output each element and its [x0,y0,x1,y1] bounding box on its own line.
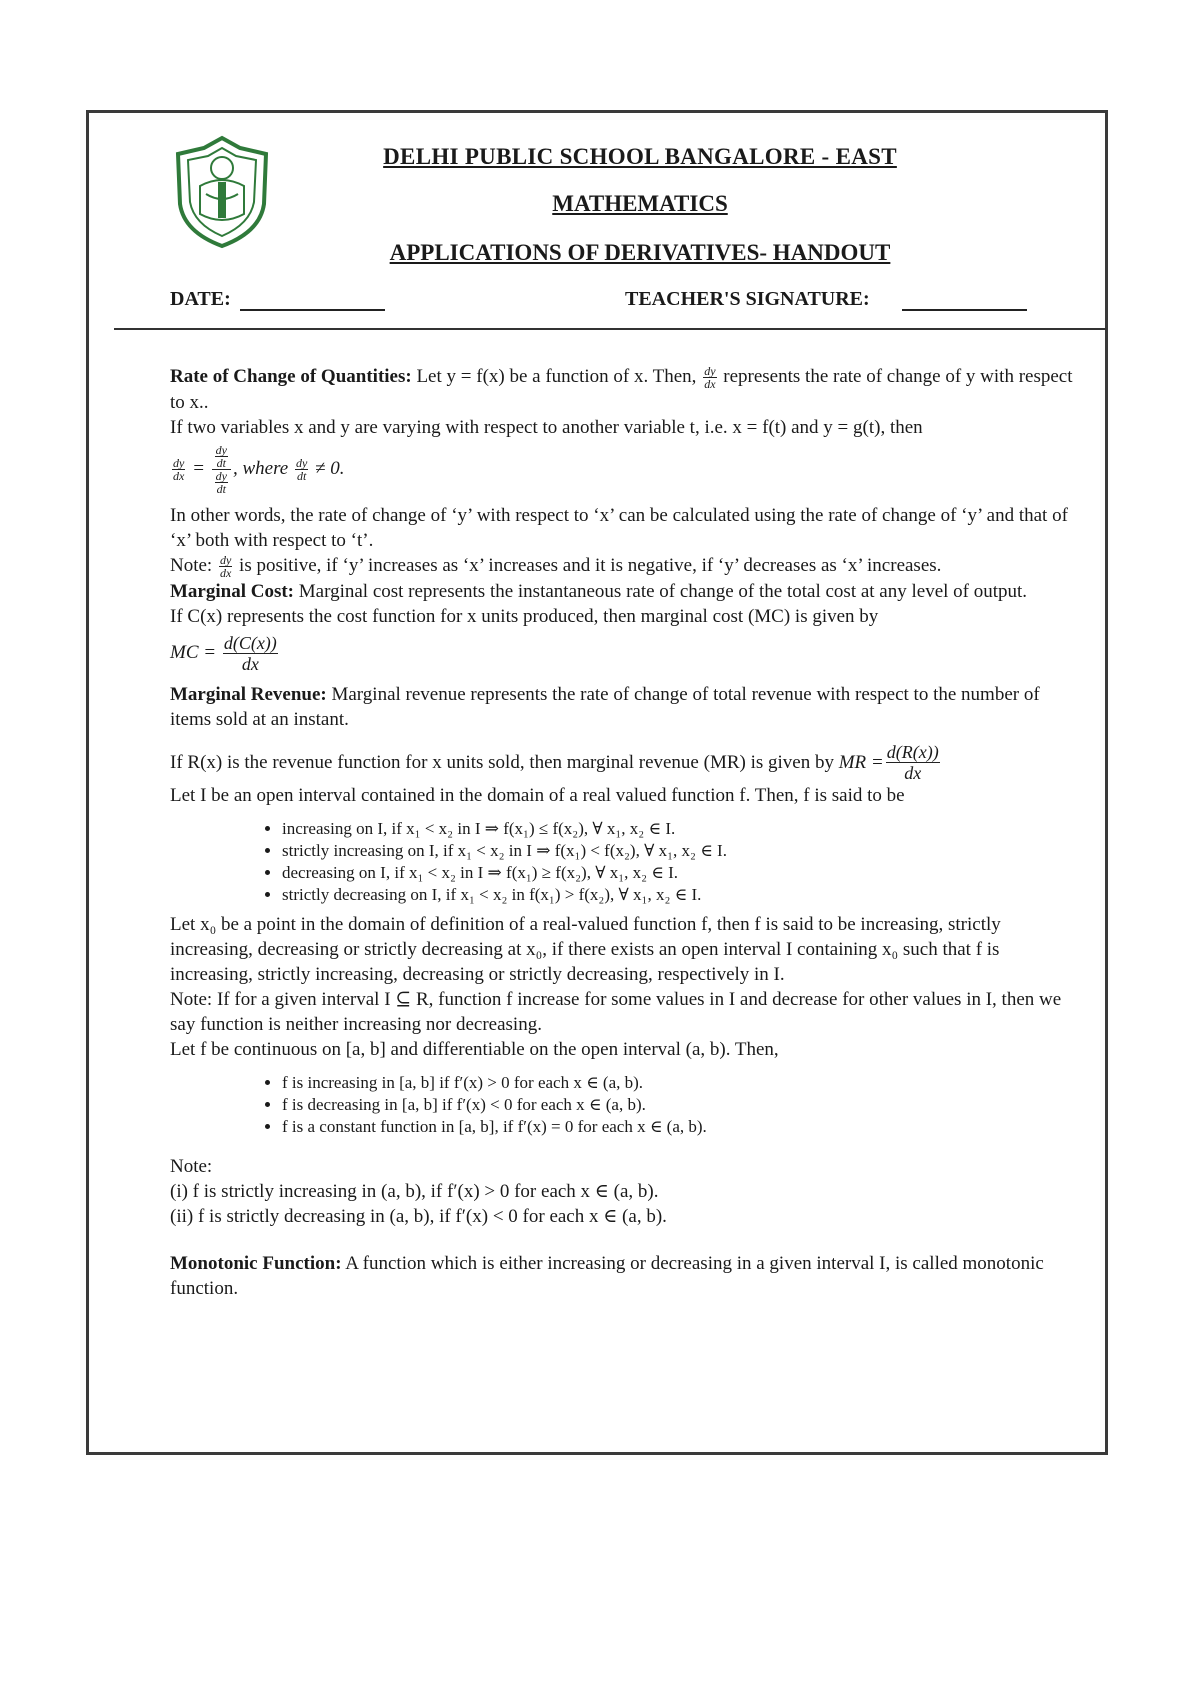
note-label: Note: [170,555,213,577]
marginal-cost-heading: Marginal Cost: [170,581,295,603]
list-item: • decreasing on I, if x₁ < x₂ in I ⇒ f(x₁) ≥ f(x₂), ∀ x₁, x₂ ∈ I. [282,862,1080,884]
revenue-function-text: If R(x) is the revenue function for x units sold, then marginal revenue (MR) is given by [170,752,834,774]
monotonic-text: A function which is either increasing or decreasing in a given interval I, is called monotonic function. [170,1253,1044,1300]
mc-denominator: dx [223,653,278,674]
continuity-paragraph: Let f be continuous on [a, b] and differentiable on the open interval (a, b). Then, [170,1039,779,1061]
list-item: • f is a constant function in [a, b], if f′(x) = 0 for each x ∈ (a, b). [282,1116,1080,1138]
list-item: • increasing on I, if x₁ < x₂ in I ⇒ f(x₁) ≤ f(x₂), ∀ x₁, x₂ ∈ I. [282,818,1080,840]
handout-body [170,364,1080,1301]
dy-dx-fraction: $\frac{dy}{dx}$ [704,364,716,392]
marginal-revenue-heading: Marginal Revenue: [170,684,327,706]
school-name: DELHI PUBLIC SCHOOL BANGALORE - EAST [383,144,897,169]
monotonic-paragraph [170,1251,1080,1301]
note-text: is positive, if ‘y’ increases as ‘x’ increases and it is negative, if ‘y’ decreases as ‘x’ increases. [239,555,942,577]
date-blank[interactable] [240,309,385,311]
point-definition-paragraph: Let x₀ be a point in the domain of definition of a real-valued function f, then f is said to be increasing, strictly increasing, decreasing or strictly decreasing at x₀, if there exists an open interval I containing x₀ such that f is increasing, strictly increasing, decreasing or strictly decreasing, respectively in I. [170,914,1001,986]
rate-paragraph [170,364,1080,415]
mc-lhs: MC = [170,642,217,664]
date-label: DATE: [170,288,231,310]
rate-text-a: Let y = f(x) be a function of x. Then, [416,366,697,387]
list-item: • strictly decreasing on I, if x₁ < x₂ in f(x₁) > f(x₂), ∀ x₁, x₂ ∈ I. [282,884,1080,906]
marginal-revenue-paragraph [170,682,1080,732]
handout-title: APPLICATIONS OF DERIVATIVES- HANDOUT [389,240,891,265]
header-divider [114,328,1106,330]
strict-note-heading: Note: [170,1156,213,1178]
rate-text-b: represents the rate of change of y with respect to x.. [170,366,1073,414]
parametric-paragraph: If two variables x and y are varying with respect to another variable t, i.e. x = f(t) and y = g(t), then [170,417,923,439]
neither-note: Note: If for a given interval I ⊆ R, function f increase for some values in I and decrease for other values in I, then we say function is neither increasing nor decreasing. [170,989,1062,1036]
not-zero-text: ≠ 0. [315,458,345,479]
signature-label: TEACHER'S SIGNATURE: [625,288,870,310]
mr-formula-line [170,742,1080,783]
mr-numerator: d(R(x)) [886,742,939,763]
interval-intro: Let I be an open interval contained in the domain of a real valued function f. Then, f is said to be [170,785,905,807]
rate-note [170,553,1080,579]
list-item: • strictly increasing on I, if x₁ < x₂ in I ⇒ f(x₁) < f(x₂), ∀ x₁, x₂ ∈ I. [282,840,1080,862]
mc-formula [170,633,1080,674]
derivative-test-list [170,1072,1080,1138]
cost-function-paragraph: If C(x) represents the cost function for x units produced, then marginal cost (MC) is given by [170,606,879,628]
dy-dx-fraction: $\frac{dy}{dx}$ [219,553,232,581]
list-item: • f is increasing in [a, b] if f′(x) > 0 for each x ∈ (a, b). [282,1072,1080,1094]
mc-numerator: d(C(x)) [223,633,277,654]
marginal-cost-text: Marginal cost represents the instantaneous rate of change of the total cost at any level of output. [298,581,1028,603]
monotonic-definitions-list [170,818,1080,906]
rate-heading: Rate of Change of Quantities: [170,366,412,387]
parametric-formula: $\frac{dy}{dx}$ = $\frac{\frac{dy}{dt}}{\frac{dy}{dt}}$ , where $\frac{dy}{dt}$ ≠ 0. [173,443,345,497]
marginal-revenue-text: Marginal revenue represents the rate of change of total revenue with respect to the number of items sold at an instant. [170,684,1040,731]
other-words-paragraph: In other words, the rate of change of ‘y’ with respect to ‘x’ can be calculated using the rate of change of ‘y’ and that of ‘x’ both with respect to ‘t’. [170,505,1068,552]
strict-note-ii: (ii) f is strictly decreasing in (a, b), if f′(x) < 0 for each x ∈ (a, b). [170,1206,667,1228]
marginal-cost-paragraph [170,579,1080,604]
signature-blank[interactable] [902,309,1027,311]
monotonic-heading: Monotonic Function: [170,1253,342,1275]
strict-note-i: (i) f is strictly increasing in (a, b), if f′(x) > 0 for each x ∈ (a, b). [170,1181,659,1203]
where-text: , where [232,458,289,479]
subject-title: MATHEMATICS [552,191,728,216]
list-item: • f is decreasing in [a, b] if f′(x) < 0 for each x ∈ (a, b). [282,1094,1080,1116]
mr-lhs: MR = [838,752,884,774]
mr-denominator: dx [886,762,940,783]
